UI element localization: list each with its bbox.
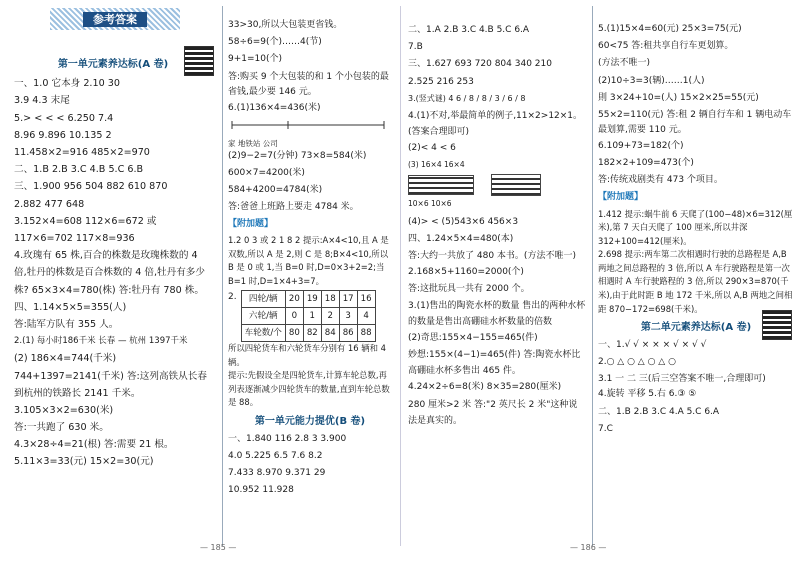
answer-line: 7.433 8.970 9.371 29 [228, 467, 326, 478]
answer-line: 60<75 答:租共享自行车更划算。 [598, 41, 734, 52]
answer-line: 280 厘米>2 米 答:"2 英尺长 2 米"这种说法是真实的。 [408, 399, 578, 426]
answer-line: 妙想:155×(4−1)=465(件) 答:陶瓷水杯比高硼硅水杯多售出 465 件。 [408, 350, 581, 377]
column-2 [228, 18, 392, 500]
table-cell: 20 [285, 291, 303, 308]
answer-line: 9+1=10(个) [228, 54, 283, 65]
answer-line: (2)< 4 < 6 [408, 142, 456, 153]
table-row [241, 291, 375, 308]
answer-line: 所以四轮货车和六轮货车分别有 16 辆和 4 辆。 [228, 343, 386, 367]
answer-line: 7.B [408, 42, 423, 53]
answer-line: 5.11×3=33(元) 15×2=30(元) [14, 456, 154, 468]
table-cell: 四轮/辆 [241, 291, 285, 308]
grid-figure [491, 174, 541, 196]
answer-line: 58÷6=9(个)……4(节) [228, 37, 322, 48]
answer-line: 二、1.B 2.B 3.C 4.A 5.C 6.A [598, 406, 720, 417]
table-cell: 六轮/辆 [241, 308, 285, 325]
table-cell: 18 [321, 291, 339, 308]
table-cell: 16 [357, 291, 375, 308]
bonus-heading: 【附加题】 [228, 219, 274, 230]
answer-line: (4)> < (5)543×6 456×3 [408, 216, 519, 227]
answer-line: 4.旋转 平移 5.右 6.③ ⑤ [598, 389, 697, 400]
answer-line: 2.882 477 648 [14, 198, 85, 210]
answer-line: (2)9−2=7(分钟) 73×8=584(米) [228, 150, 367, 161]
right-page [400, 0, 800, 566]
column-1 [14, 52, 212, 471]
answer-line: 四、1.14×5×5=355(人) [14, 301, 127, 313]
answer-line: 7.C [598, 423, 613, 434]
grid-caption: (3) 16×4 16×4 [408, 160, 465, 170]
answer-line: 5.> < < < 6.250 7.4 [14, 112, 114, 124]
section-title: 第一单元能力提优(B 卷) [254, 415, 366, 427]
answer-line: 3.(竖式谜) 4 6 / 8 / 8 / 3 / 6 / 8 [408, 93, 526, 103]
section-title: 第一单元素养达标(A 卷) [57, 59, 169, 70]
table-cell: 80 [285, 325, 303, 342]
answer-line: 2.525 216 253 [408, 76, 474, 87]
answer-line: 4.玫瑰有 65 株,百合的株数是玫瑰株数的 4 倍,牡丹的株数是百合株数的 4 倍,牡丹有多少株? 65×3×4=780(株) 答:牡丹有 780 株。 [14, 250, 205, 296]
answer-line: 33>30,所以大包装更省钱。 [228, 20, 343, 30]
wheel-table [241, 290, 376, 342]
table-cell: 2 [321, 308, 339, 325]
answer-line: 二、1.B 2.B 3.C 4.B 5.C 6.B [14, 164, 144, 176]
answer-line: 3.9 4.3 末尾 [14, 95, 70, 107]
table-cell: 88 [357, 325, 375, 342]
grid-figures [408, 174, 586, 196]
answer-line: 2.698 提示:两车第二次相遇时行驶的总路程是 A,B 两地之间总路程的 3 倍,所以 A 车行驶路程是第一次相遇时 A 车行驶路程的 3 倍,所以 290×3=870(千米),由于此时距 B 地 172 千米,所以 A,B 两地之间相距 870−172=698(千米)。 [598, 249, 793, 314]
answer-line: 3.152×4=608 112×6=672 或 117×6=702 117×8=936 [14, 215, 157, 244]
answer-line: 3.(1)售出的陶瓷水杯的数量 售出的两种水杯的数量是售出高硼硅水杯数量的倍数 [408, 301, 586, 328]
answer-line: (方法不唯一) [598, 58, 651, 69]
answer-line: 4.3×28÷4=21(根) 答:需要 21 根。 [14, 439, 174, 451]
answer-line: 1.2 0 3 或 2 1 8 2 提示:A×4<10,且 A 是双数,所以 A 是 2,则 C 是 8;B×4<10,所以 B 是 0 或 1,当 B=0 时,D=0×3+2=2;当 B=1 时,D=1×4+3=7。 [228, 235, 389, 286]
answer-line: 答:一共跑了 630 米。 [14, 422, 109, 434]
answer-line: 答:大约一共放了 480 本书。(方法不唯一) [408, 250, 576, 261]
answer-line: 2.(1) 每小时186千米 长春 — 杭州 1397千米 [14, 336, 188, 347]
answer-line: 8.96 9.896 10.135 2 [14, 129, 112, 141]
table-cell: 4 [357, 308, 375, 325]
grid-caption: 10×6 10×6 [408, 199, 452, 209]
answer-line: 答:这批玩具一共有 2000 个。 [408, 284, 530, 295]
section-header-block [598, 320, 794, 335]
answer-line: 答:陆军方队有 355 人。 [14, 318, 119, 330]
answer-line: 4.(1)不对,举最简单的例子,11×2>12×1。(答案合理即可) [408, 110, 583, 137]
table-block [228, 290, 392, 342]
table-row [241, 325, 375, 342]
answer-line: 2.168×5+1160=2000(个) [408, 266, 524, 277]
table-cell: 1 [303, 308, 321, 325]
answer-line: 一、1.840 116 2.8 3 3.900 [228, 433, 347, 444]
answer-line: 答:爸爸上班路上要走 4784 米。 [228, 202, 359, 213]
answer-line: (2)10÷3=3(辆)……1(人) [598, 75, 705, 86]
page-number-right: — 186 — [570, 543, 607, 552]
answer-line: 182×2+109=473(个) [598, 157, 694, 168]
answer-line: 四、1.24×5×4=480(本) [408, 233, 514, 244]
answer-line: 2.○ △ ○ △ ○ △ ○ [598, 356, 676, 367]
answer-line: 11.458×2=916 485×2=970 [14, 146, 150, 158]
answer-line: 5.(1)15×4=60(元) 25×3=75(元) [598, 24, 742, 34]
table-cell: 82 [303, 325, 321, 342]
table-cell: 84 [321, 325, 339, 342]
answer-line: 4.24×2÷6=8(米) 8×35=280(厘米) [408, 382, 562, 393]
page-number-left: — 185 — [200, 543, 237, 552]
answer-line: 提示:先假设全是四轮货车,计算车轮总数,再列表逐渐减少四轮货车的数量,直到车轮总数是 88。 [228, 370, 390, 408]
qr-code-icon [184, 46, 214, 76]
qr-code-icon [762, 310, 792, 340]
grid-figure [408, 175, 474, 195]
table-cell: 86 [339, 325, 357, 342]
answer-line: (2)奇思:155×4−155=465(件) [408, 333, 538, 344]
answer-line: 584+4200=4784(米) [228, 184, 323, 195]
answer-line: 3.105×3×2=630(米) [14, 404, 114, 416]
table-cell: 17 [339, 291, 357, 308]
col1-lines [14, 75, 212, 470]
answer-line: 則 3×24+10=(人) 15×2×25=55(元) [598, 92, 759, 103]
table-cell: 3 [339, 308, 357, 325]
table-cell: 19 [303, 291, 321, 308]
route-diagram [228, 118, 388, 132]
answer-line: 10.952 11.928 [228, 485, 294, 496]
answer-line: 三、1.627 693 720 804 340 210 [408, 59, 552, 70]
section-title: 第二单元素养达标(A 卷) [640, 322, 752, 334]
column-3 [408, 22, 586, 429]
route-labels: 家 地铁站 公司 [228, 138, 278, 148]
column-4 [598, 22, 794, 439]
answer-line: 二、1.A 2.B 3.C 4.B 5.C 6.A [408, 25, 530, 35]
table-cell: 车轮数/个 [241, 325, 285, 342]
column-divider [592, 6, 593, 546]
bonus-heading: 【附加题】 [598, 192, 644, 203]
answer-line: 三、1.900 956 504 882 610 870 [14, 181, 168, 193]
answer-line: 55×2=110(元) 答:租 2 辆自行车和 1 辆电动车最划算,需要 110 元。 [598, 109, 792, 136]
answer-line: 答:购买 9 个大包装的和 1 个小包装的最省钱,最少要 146 元。 [228, 71, 389, 98]
page-title: 参考答案 [83, 12, 147, 27]
answer-line: 4.0 5.225 6.5 7.6 8.2 [228, 450, 323, 461]
table-cell: 0 [285, 308, 303, 325]
column-divider [222, 6, 223, 546]
answer-line: 6.109+73=182(个) [598, 140, 684, 151]
answer-line: 6.(1)136×4=436(米) [228, 102, 321, 113]
answer-line: 2. [228, 292, 237, 303]
answer-line: 3.1 一 二 三(后三空答案不唯一,合理即可) [598, 374, 766, 385]
answer-line: 1.412 提示:蜗牛前 6 天爬了(100−48)×6=312(厘米),第 7 天白天爬了 100 厘米,所以井深 312+100=412(厘米)。 [598, 208, 793, 246]
answer-key-banner [30, 8, 200, 36]
answer-line: (2) 186×4=744(千米) 744+1397=2141(千米) 答:这列高铁从长春到杭州的铁路长 2141 千米。 [14, 353, 207, 399]
answer-line: 一、1.√ √ × × × √ × √ √ [598, 339, 707, 350]
answer-line: 600×7=4200(米) [228, 167, 305, 178]
answer-line: 一、1.0 它本身 2.10 30 [14, 78, 120, 90]
answer-line: 答:传统戏剧类有 473 个项目。 [598, 175, 723, 186]
table-row [241, 308, 375, 325]
